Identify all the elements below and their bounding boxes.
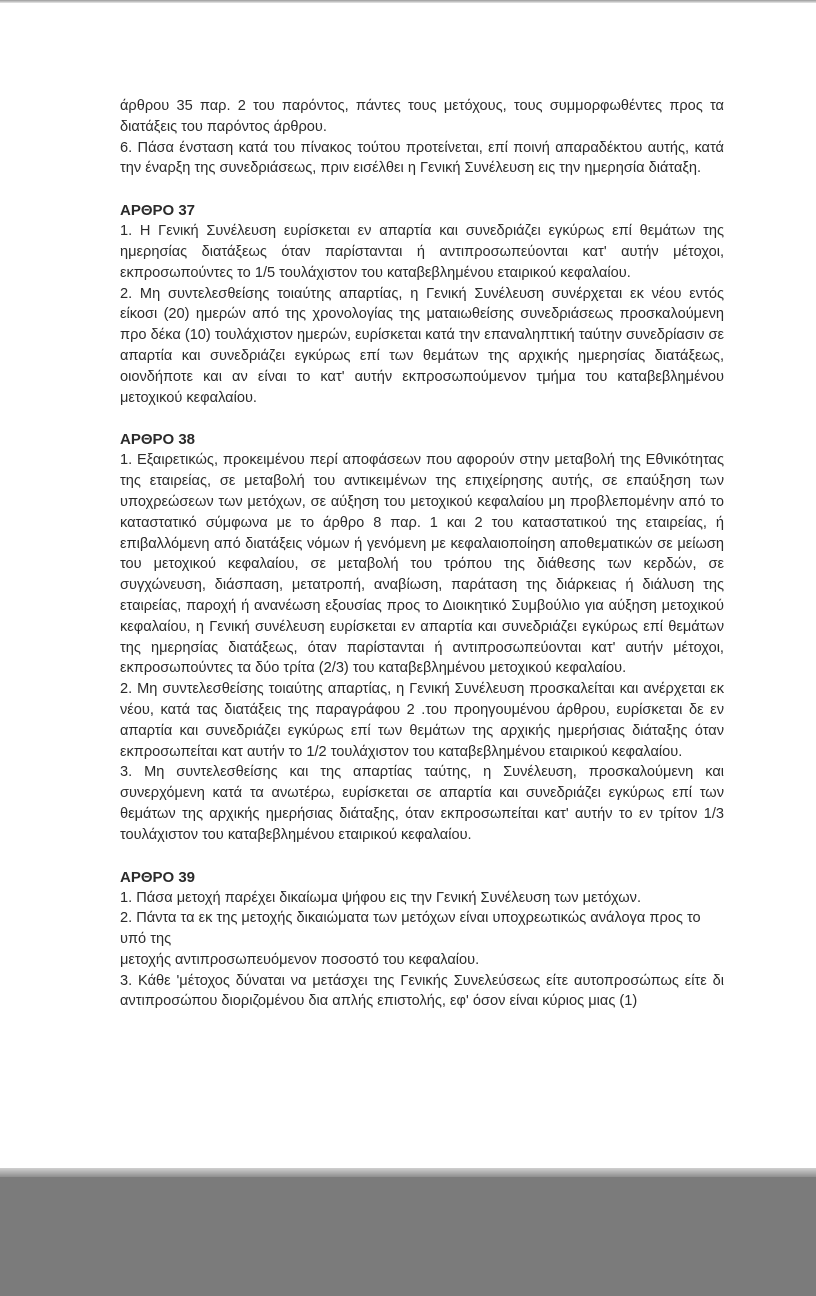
paragraph-article39-item3: 3. Κάθε 'μέτοχος δύναται να μετάσχει της Γενικής Συνελεύσεως είτε αυτοπροσώπως είτε δι αντιπροσώπου διοριζομένου δια απλής επιστολής, εφ' όσον είναι κύριος μιας (1) xyxy=(120,972,724,1010)
paragraph-article38-item3: 3. Μη συντελεσθείσης και της απαρτίας ταύτης, η Συνέλευση, προσκαλούμενη και συνερχόμενη κατά τα ανωτέρω, ευρίσκεται σε απαρτία και συνεδριάζει εγκύρως επί των θεμάτων της αρχικής ημερήσιας διάταξης, όταν εκπροσωπείται κατ' αυτήν το εν τρίτον 1/3 τουλάχιστον του καταβεβλημένου εταιρικού κεφαλαίου. xyxy=(120,764,724,843)
paragraph-article37-item1: 1. Η Γενική Συνέλευση ευρίσκεται εν απαρτία και συνεδριάζει εγκύρως επί θεμάτων της ημερησίας διατάξεως όταν παρίστανται ή αντιπροσωπεύονται κατ' αυτήν μέτοχοι, εκπροσωπούντες το 1/5 τουλάχιστον του καταβεβλημένου εταιρικού κεφαλαίου. xyxy=(120,223,724,281)
scan-background-bottom xyxy=(0,1168,816,1296)
paragraph-article39-item1: 1. Πάσα μετοχή παρέχει δικαίωμα ψήφου εις την Γενική Συνέλευση των μετόχων. xyxy=(120,889,641,906)
heading-article-39: ΑΡΘΡΟ 39 xyxy=(120,868,196,886)
paragraph-article38-item1: 1. Εξαιρετικώς, προκειμένου περί αποφάσεων που αφορούν στην μεταβολή της Εθνικότητας της εταιρείας, σε μεταβολή του αντικειμένων της επιχείρησης αυτής, σε επαύξηση των υποχρεώσεων των μετόχων, σε αύξηση του μετοχικού κεφαλαίου μη προβλεπομένην από το καταστατικό σύμφωνα με το άρθρο 8 παρ. 1 και 2 του καταστατικού της εταιρείας, ή επιβαλλόμενη από διατάξεις νόμων ή γενόμενη με κεφαλαιοποίηση αποθεματικών σε μείωση του μετοχικού κεφαλαίου, σε μεταβολή του τρόπου της διάθεσης των κερδών, σε συγχώνευση, διάσπαση, μετατροπή, αναβίωση, παράταση της διάρκειας ή διάλυση της εταιρείας, παροχή ή ανανέωση εξουσίας προς το Διοικητικό Συμβούλιο για αύξηση μετοχικού κεφαλαίου, η Γενική συνέλευση ευρίσκεται εν απαρτία και συνεδριάζει εγκύρως επί θεμάτων της ημερησίας διατάξεως, όταν παρίστανται ή αντιπροσωπεύονται κατ' αυτήν μέτοχοι, εκπροσωπούντες τα δύο τρίτα (2/3) του καταβεβλημένου μετοχικού κεφαλαίου. xyxy=(120,452,724,677)
paragraph-article38-item2: 2. Μη συντελεσθείσης τοιαύτης απαρτίας, η Γενική Συνέλευση προσκαλείται και ανέρχεται εκ νέου, κατά τας διατάξεις της παραγράφου 2 .του προηγουμένου άρθρου, ευρίσκεται δε εν απαρτία και συνεδριάζει εγκύρως επί των θεμάτων της αρχικής ημερήσιας διάταξης όταν εκπροσωπείται κατ αυτήν το 1/2 τουλάχιστον του καταβεβλημένου εταιρικού κεφαλαίου. xyxy=(120,681,724,760)
heading-article-38: ΑΡΘΡΟ 38 xyxy=(120,431,196,449)
scan-top-edge xyxy=(0,0,816,3)
paragraph-article36-item6: 6. Πάσα ένσταση κατά του πίνακος τούτου προτείνεται, επί ποινή απαραδέκτου αυτής, κατά την έναρξη της συνεδριάσεως, πριν εισέλθει η Γενική Συνέλευση εις την ημερησία διάταξη. xyxy=(120,139,724,177)
heading-article-37: ΑΡΘΡΟ 37 xyxy=(120,202,196,220)
document-body xyxy=(120,96,724,1012)
paragraph-article37-item2: 2. Μη συντελεσθείσης τοιαύτης απαρτίας, η Γενική Συνέλευση συνέρχεται εκ νέου εντός είκοσι (20) ημερών από της χρονολογίας της ματαιωθείσης συνεδριάσεως προσκαλούμενη προ δέκα (10) τουλάχιστον ημερών, ευρίσκεται κατά την επαναληπτική ταύτην συνεδρίασιν σε απαρτία και συνεδριάζει εγκύρως επί των θεμάτων της αρχικής ημερησίας διατάξεως, οιονδήποτε και αν είναι το κατ' αυτήν εκπροσωπούμενον τμήμα του καταβεβλημένου μετοχικού κεφαλαίου. xyxy=(120,285,724,406)
paragraph-article39-item2b: μετοχής αντιπροσωπευόμενον ποσοστό του κεφαλαίου. xyxy=(120,951,480,968)
paragraph-article39-item2a: 2. Πάντα τα εκ της μετοχής δικαιώματα των μετόχων είναι υποχρεωτικώς ανάλογα προς το υπό της xyxy=(120,910,701,948)
scan-edge-strip xyxy=(0,1168,816,1177)
paragraph-article35-continuation: άρθρου 35 παρ. 2 του παρόντος, πάντες τους μετόχους, τους συμμορφωθέντες προς τα διατάξεις του παρόντος άρθρου. xyxy=(120,98,724,135)
